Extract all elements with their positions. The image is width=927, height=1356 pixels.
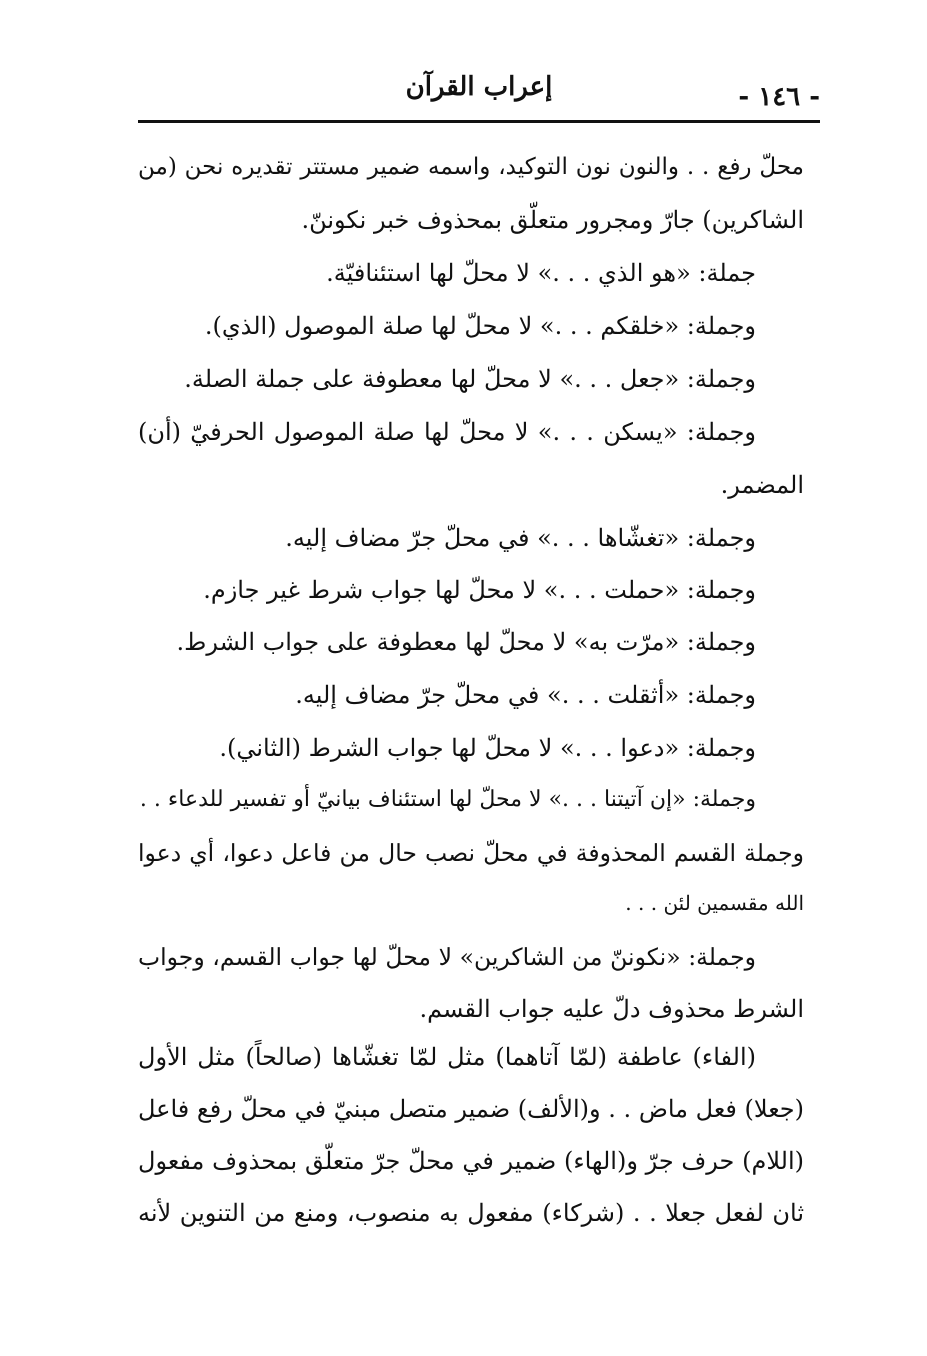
text-line: وجملة: «إن آتيتنا . . .» لا محلّ لها استئناف بيانيّ أو تفسير للدعاء . . [139, 787, 756, 812]
text-line: وجملة: «خلقكم . . .» لا محلّ لها صلة الموصول (الذي). [204, 312, 756, 340]
text-line: الشرط محذوف دلّ عليه جواب القسم. [419, 995, 804, 1023]
text-line: (جعلا) فعل ماض . . و(الألف) ضمير متصل مبنيّ في محلّ رفع فاعل [138, 1095, 804, 1123]
text-line: وجملة: «نكوننّ من الشاكرين» لا محلّ لها جواب القسم، وجواب [138, 943, 756, 971]
text-line: (اللام) حرف جرّ و(الهاء) ضمير في محلّ جرّ متعلّق بمحذوف مفعول [138, 1147, 804, 1175]
text-line: وجملة: «يسكن . . .» لا محلّ لها صلة الموصول الحرفيّ (أن) [138, 418, 756, 446]
text-line: الله مقسمين لئن . . . [625, 891, 804, 915]
text-line: وجملة: «تغشّاها . . .» في محلّ جرّ مضاف إليه. [285, 524, 756, 552]
text-line: وجملة: «دعوا . . .» لا محلّ لها جواب الشرط (الثاني). [219, 734, 756, 762]
text-line: المضمر. [720, 471, 804, 499]
header-rule [138, 120, 820, 123]
text-line: جملة: «هو الذي . . .» لا محلّ لها استئنافيّة. [326, 259, 756, 287]
page-number: - ١٤٦ - [738, 82, 820, 112]
running-title: إعراب القرآن [405, 72, 553, 102]
text-line: (الفاء) عاطفة (لمّا آتاهما) مثل لمّا تغشّاها (صالحاً) مثل الأول [138, 1043, 756, 1071]
text-line: ثان لفعل جعلا . . (شركاء) مفعول به منصوب، ومنع من التنوين لأنه [138, 1199, 804, 1227]
text-line: وجملة القسم المحذوفة في محلّ نصب حال من فاعل دعوا، أي دعوا [138, 839, 804, 867]
text-line: محلّ رفع . . والنون نون التوكيد، واسمه ضمير مستتر تقديره نحن (من [138, 154, 804, 180]
text-line: وجملة: «أثقلت . . .» في محلّ جرّ مضاف إليه. [295, 681, 756, 709]
text-line: وجملة: «مرّت به» لا محلّ لها معطوفة على جواب الشرط. [176, 628, 756, 656]
text-line: الشاكرين) جارّ ومجرور متعلّق بمحذوف خبر نكوننّ. [301, 206, 804, 234]
page-header [138, 70, 820, 120]
text-line: وجملة: «جعل . . .» لا محلّ لها معطوفة على جملة الصلة. [184, 365, 756, 393]
text-line: وجملة: «حملت . . .» لا محلّ لها جواب شرط غير جازم. [203, 576, 756, 604]
